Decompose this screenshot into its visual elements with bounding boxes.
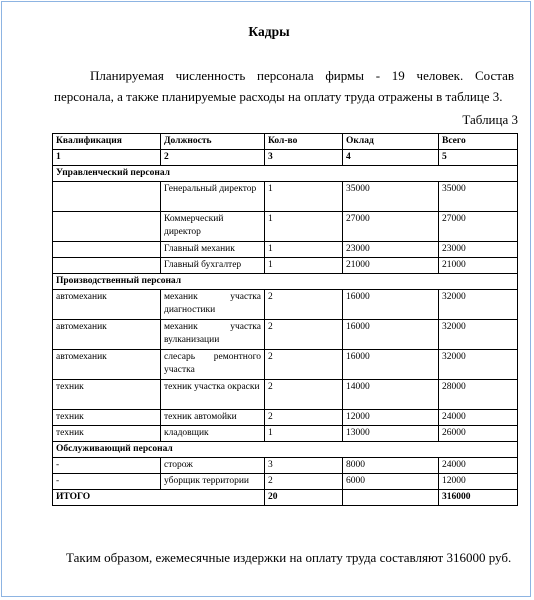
cell-total: 24000: [439, 410, 518, 426]
header-qualification: Квалификация: [53, 134, 161, 150]
section-header-row: [53, 442, 518, 458]
table-row: [53, 320, 518, 350]
cell-salary: 6000: [343, 474, 439, 490]
section-header-row: [53, 274, 518, 290]
cell-salary: 27000: [343, 212, 439, 242]
column-number: 2: [161, 150, 265, 166]
cell-total: 32000: [439, 350, 518, 380]
section-title: Производственный персонал: [53, 274, 518, 290]
cell-qualification: [53, 212, 161, 242]
cell-count: 3: [265, 458, 343, 474]
table-row: [53, 182, 518, 212]
cell-position: кладовщик: [161, 426, 265, 442]
header-total: Всего: [439, 134, 518, 150]
section-title: Управленческий персонал: [53, 166, 518, 182]
cell-total: 32000: [439, 290, 518, 320]
cell-salary: 21000: [343, 258, 439, 274]
header-count: Кол-во: [265, 134, 343, 150]
cell-qualification: [53, 258, 161, 274]
cell-salary: 35000: [343, 182, 439, 212]
header-salary: Оклад: [343, 134, 439, 150]
table-header-row: [53, 134, 518, 150]
cell-qualification: -: [53, 474, 161, 490]
cell-qualification: [53, 182, 161, 212]
column-number: 3: [265, 150, 343, 166]
column-number: 5: [439, 150, 518, 166]
cell-position: механик участка вулканизации: [161, 320, 265, 350]
cell-position: Коммерческий директор: [161, 212, 265, 242]
table-row: [53, 380, 518, 410]
cell-count: 2: [265, 350, 343, 380]
cell-qualification: техник: [53, 410, 161, 426]
cell-salary: 14000: [343, 380, 439, 410]
cell-position: техник автомойки: [161, 410, 265, 426]
table-row: [53, 242, 518, 258]
table-row: [53, 290, 518, 320]
cell-total: 12000: [439, 474, 518, 490]
cell-position: Главный бухгалтер: [161, 258, 265, 274]
table-row: [53, 474, 518, 490]
table-row: [53, 212, 518, 242]
column-number: 1: [53, 150, 161, 166]
total-salary: [343, 490, 439, 506]
cell-count: 1: [265, 242, 343, 258]
document-page: [1, 1, 531, 597]
cell-salary: 8000: [343, 458, 439, 474]
cell-salary: 16000: [343, 320, 439, 350]
cell-position: сторож: [161, 458, 265, 474]
cell-total: 23000: [439, 242, 518, 258]
table-row: [53, 350, 518, 380]
total-count: 20: [265, 490, 343, 506]
cell-total: 26000: [439, 426, 518, 442]
conclusion-paragraph: Таким образом, ежемесячные издержки на оплату труда составляют 316000 руб.: [66, 550, 512, 565]
cell-salary: 16000: [343, 350, 439, 380]
cell-total: 27000: [439, 212, 518, 242]
cell-qualification: автомеханик: [53, 290, 161, 320]
section-header-row: [53, 166, 518, 182]
total-label: ИТОГО: [53, 490, 265, 506]
cell-qualification: -: [53, 458, 161, 474]
cell-qualification: [53, 242, 161, 258]
table-row: [53, 426, 518, 442]
cell-total: 28000: [439, 380, 518, 410]
cell-salary: 23000: [343, 242, 439, 258]
table-row: [53, 258, 518, 274]
cell-position: механик участка диагностики: [161, 290, 265, 320]
cell-count: 2: [265, 290, 343, 320]
cell-salary: 12000: [343, 410, 439, 426]
cell-count: 2: [265, 320, 343, 350]
cell-total: 21000: [439, 258, 518, 274]
cell-count: 1: [265, 212, 343, 242]
cell-count: 1: [265, 426, 343, 442]
cell-count: 2: [265, 410, 343, 426]
section-title: Обслуживающий персонал: [53, 442, 518, 458]
cell-total: 35000: [439, 182, 518, 212]
total-sum: 316000: [439, 490, 518, 506]
cell-total: 24000: [439, 458, 518, 474]
column-number-row: [53, 150, 518, 166]
cell-qualification: автомеханик: [53, 350, 161, 380]
total-row: [53, 490, 518, 506]
cell-count: 2: [265, 380, 343, 410]
header-position: Должность: [161, 134, 265, 150]
staff-table: [52, 133, 518, 506]
table-caption: Таблица 3: [462, 112, 518, 127]
cell-position: Главный механик: [161, 242, 265, 258]
cell-position: Генеральный директор: [161, 182, 265, 212]
cell-position: уборщик территории: [161, 474, 265, 490]
table-row: [53, 410, 518, 426]
cell-position: техник участка окраски: [161, 380, 265, 410]
cell-qualification: техник: [53, 426, 161, 442]
cell-qualification: техник: [53, 380, 161, 410]
cell-position: слесарь ремонтного участка: [161, 350, 265, 380]
cell-count: 1: [265, 258, 343, 274]
cell-total: 32000: [439, 320, 518, 350]
cell-count: 2: [265, 474, 343, 490]
document-title: Кадры: [248, 24, 290, 39]
intro-paragraph: Планируемая численность персонала фирмы - 19 человек. Состав персонала, а также планируемые расходы на оплату труда отражены в таблице 3.: [54, 68, 514, 104]
table-row: [53, 458, 518, 474]
cell-count: 1: [265, 182, 343, 212]
cell-qualification: автомеханик: [53, 320, 161, 350]
cell-salary: 16000: [343, 290, 439, 320]
column-number: 4: [343, 150, 439, 166]
cell-salary: 13000: [343, 426, 439, 442]
